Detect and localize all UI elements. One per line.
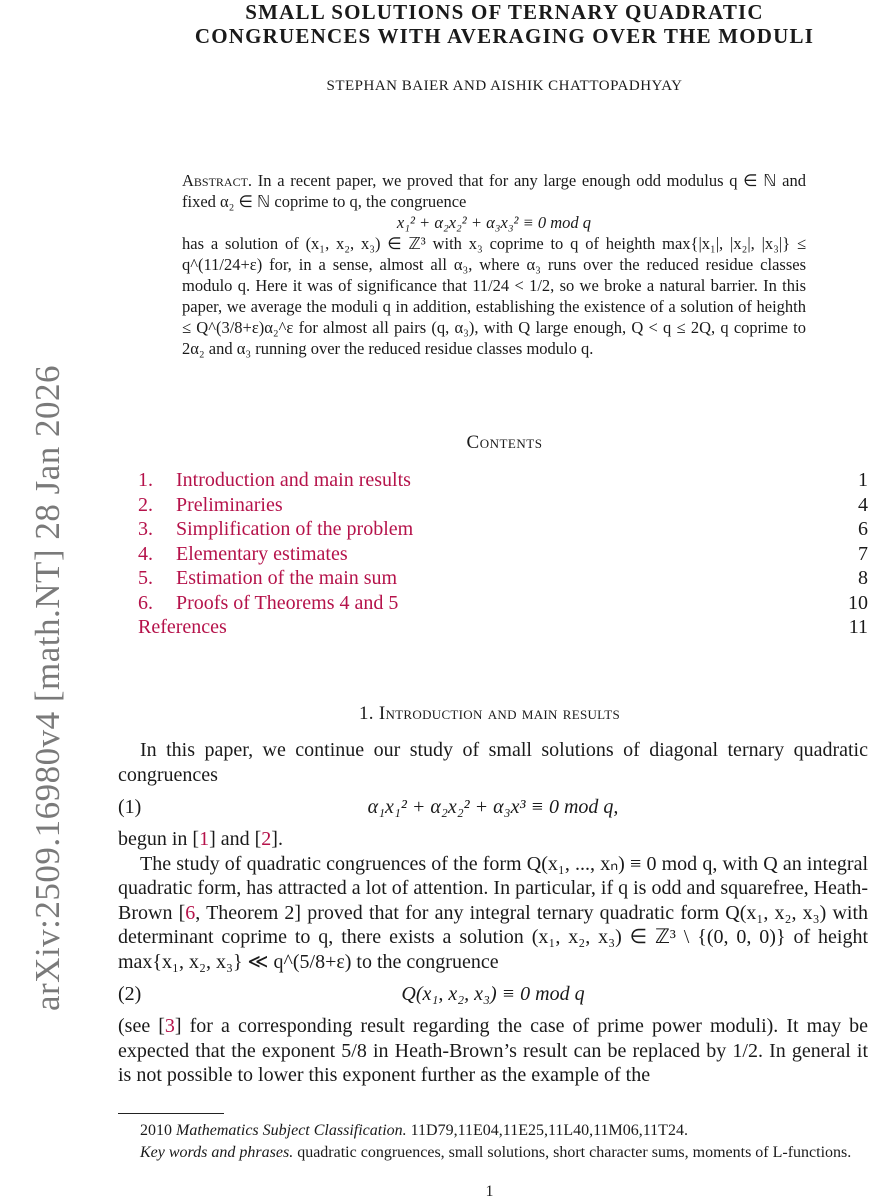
toc-number: 1. (138, 469, 153, 491)
title-line-2: CONGRUENCES WITH AVERAGING OVER THE MODULI (194, 24, 815, 48)
equation-number: (2) (118, 982, 142, 1005)
toc-page: 1 (858, 469, 868, 491)
arxiv-sidebar (0, 0, 67, 1200)
equation-body: α₁x₁² + α₂x₂² + α₃x³ ≡ 0 mod q, (367, 795, 619, 818)
toc-number: 2. (138, 493, 153, 516)
text: begun in [ (118, 828, 200, 850)
section-heading: 1. Introduction and main results (358, 703, 621, 724)
text: 2010 (140, 1122, 172, 1139)
abstract-label: Abstract. (182, 171, 253, 190)
footnote-rule (118, 1113, 224, 1114)
text: ] for a corresponding result regarding the case of prime power moduli). It may be expected that the exponent 5/8 in Heath-Brown’s result can be replaced by 1/2. In general it is not possible to lower this exponent further as the example of the (118, 1015, 868, 1086)
toc-entry[interactable] (138, 566, 868, 591)
toc-link-proofs[interactable] (138, 591, 398, 616)
toc-label: Introduction and main results (176, 469, 411, 491)
toc-page: 10 (848, 591, 868, 614)
body-paragraph: In this paper, we continue our study of small solutions of diagonal ternary quadratic congruences (118, 739, 868, 786)
toc-page: 8 (858, 567, 868, 589)
text: quadratic congruences, small solutions, short character sums, moments of L-functions. (297, 1144, 852, 1161)
citation-link[interactable]: 2 (261, 828, 272, 850)
toc-entry[interactable] (138, 468, 868, 493)
toc-page: 7 (858, 542, 868, 565)
toc-page: 6 (858, 518, 868, 540)
toc-link-introduction[interactable] (138, 468, 411, 493)
toc-number: 5. (138, 567, 153, 589)
footnote-keywords (118, 1142, 868, 1164)
equation-number: (1) (118, 795, 142, 818)
abstract-paragraph-2: has a solution of (x₁, x₂, x₃) ∈ ℤ³ with x₃ coprime to q of heighth max{|x₁|, |x₂|, |x₃|} ≤ q^(11/24+ε) for, in a sense, almost all α₃, where α₃ runs over the reduced residue classes modulo q. Here it was of significance that 11/24 < 1/2, so we broke a natural barrier. In this paper, we average the moduli q in addition, establishing the existence of a solution of heighth ≤ Q^(3/8+ε)α₂^ε for almost all pairs (q, α₃), with Q large enough, Q < q ≤ 2Q, q coprime to 2α₂ and α₃ running over the reduced residue classes modulo q. (182, 234, 806, 358)
toc-number: 6. (138, 591, 153, 614)
abstract-text-1: In a recent paper, we proved that for any large enough odd modulus q ∈ ℕ and fixed α₂ ∈ ℕ coprime to q, the congruence (182, 171, 806, 211)
citation-link[interactable]: 3 (164, 1015, 175, 1037)
title-line-1: SMALL SOLUTIONS OF TERNARY QUADRATIC (245, 0, 764, 24)
toc-entry[interactable] (138, 493, 868, 518)
toc-page: 11 (848, 616, 868, 638)
toc-label: Elementary estimates (176, 542, 348, 565)
toc-link-simplification[interactable] (138, 517, 413, 542)
section-body (118, 738, 868, 1088)
equation-1 (118, 787, 868, 827)
text: , Theorem 2] proved that for any integral ternary quadratic form Q(x₁, x₂, x₃) with determinant coprime to q, there exists a solution (x₁, x₂, x₃) ∈ ℤ³ \ {(0, 0, 0)} of height max{x₁, x₂, x₃} ≪ q^(5/8+ε) to the congruence (118, 901, 869, 973)
toc-link-references[interactable] (138, 615, 227, 640)
text: 11D79,11E04,11E25,11L40,11M06,11T24. (410, 1122, 688, 1139)
citation-link[interactable]: 1 (199, 828, 210, 850)
text: (see [ (118, 1015, 165, 1037)
toc-label: Simplification of the problem (176, 518, 414, 540)
paper-authors: STEPHAN BAIER AND AISHIK CHATTOPADHYAY (326, 78, 683, 94)
abstract (182, 170, 806, 359)
body-paragraph (118, 852, 868, 975)
toc-entry[interactable] (138, 591, 868, 616)
body-paragraph (118, 1014, 868, 1088)
toc-number: 4. (138, 542, 153, 565)
footnotes (118, 1120, 868, 1164)
equation-2 (118, 974, 868, 1014)
toc-entry[interactable] (138, 542, 868, 567)
abstract-equation: x₁² + α₂x₂² + α₃x₃² ≡ 0 mod q (396, 213, 592, 232)
text: ]. (271, 828, 283, 850)
abstract-paragraph-1 (182, 170, 806, 212)
toc-number: 3. (138, 518, 153, 540)
toc-link-elementary-estimates[interactable] (138, 542, 348, 567)
toc-label: Proofs of Theorems 4 and 5 (176, 591, 399, 614)
text: ] and [ (209, 828, 262, 850)
toc-entry[interactable] (138, 615, 868, 640)
toc-label: Estimation of the main sum (176, 567, 398, 589)
contents-title: Contents (466, 432, 543, 453)
toc-link-main-sum[interactable] (138, 566, 397, 591)
footnote-msc (118, 1120, 868, 1142)
equation-body: Q(x₁, x₂, x₃) ≡ 0 mod q (401, 982, 585, 1005)
body-paragraph (118, 827, 868, 852)
table-of-contents (138, 468, 868, 640)
toc-page: 4 (858, 493, 868, 516)
text: Key words and phrases. (140, 1144, 294, 1161)
toc-link-preliminaries[interactable] (138, 493, 283, 518)
text: Mathematics Subject Classification. (176, 1122, 407, 1139)
citation-link[interactable]: 6 (185, 901, 196, 924)
page-number: 1 (485, 1183, 494, 1200)
toc-entry[interactable] (138, 517, 868, 542)
toc-label: References (138, 616, 227, 638)
text: The study of quadratic congruences of the form Q(x₁, ..., xₙ) ≡ 0 mod q, with Q an integral quadratic form, has attracted a lot of attention. In particular, if q is odd and squarefree, Heath-Brown [ (118, 852, 869, 924)
paper-title (140, 0, 869, 48)
arxiv-stamp: arXiv:2509.16980v4 [math.NT] 28 Jan 2026 (28, 364, 67, 1012)
toc-label: Preliminaries (176, 493, 283, 516)
